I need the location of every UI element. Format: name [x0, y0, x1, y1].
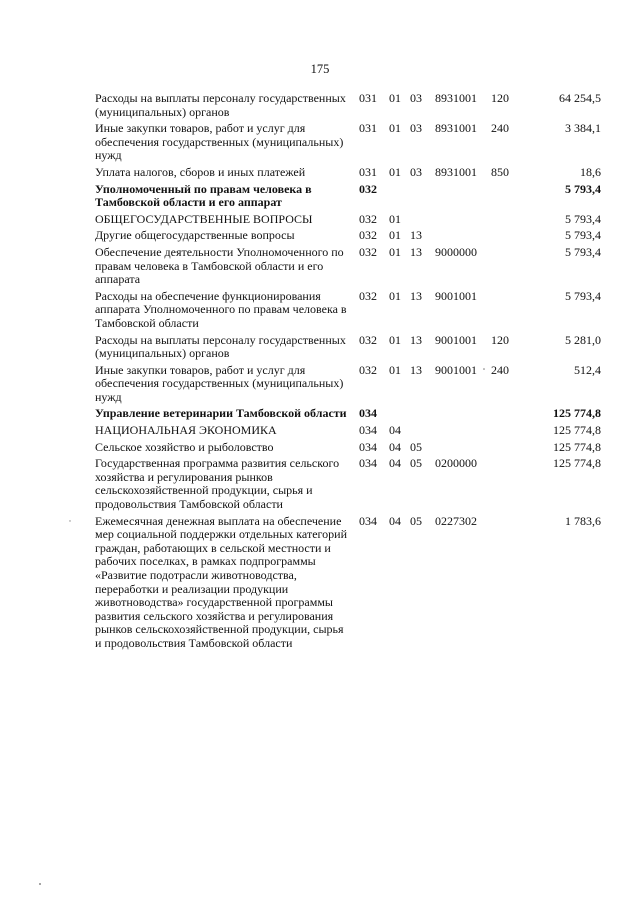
- amount-cell: 512,4: [574, 362, 601, 377]
- target-article-cell: 9001001: [435, 288, 477, 303]
- code-cell: 032: [359, 228, 377, 243]
- amount-cell: 5 793,4: [565, 288, 601, 303]
- section-cell: 04: [389, 513, 401, 528]
- code-cell: 034: [359, 513, 377, 528]
- code-cell: 032: [359, 181, 377, 196]
- section-cell: 01: [389, 244, 401, 259]
- subsection-cell: 13: [410, 332, 422, 347]
- expense-type-cell: 120: [491, 332, 509, 347]
- code-cell: 032: [359, 362, 377, 377]
- amount-cell: 125 774,8: [553, 423, 601, 438]
- item-name: Расходы на выплаты персоналу государственных (муниципальных) органов: [95, 91, 346, 119]
- code-cell: 031: [359, 121, 377, 136]
- item-name: Расходы на обеспечение функционирования аппарата Уполномоченного по правам человека в Тамбовской области: [95, 288, 347, 330]
- amount-cell: 5 281,0: [565, 332, 601, 347]
- subsection-cell: 05: [410, 439, 422, 454]
- scan-speck: [483, 368, 485, 370]
- section-cell: 01: [389, 121, 401, 136]
- section-cell: 01: [389, 211, 401, 226]
- subsection-cell: 03: [410, 164, 422, 179]
- amount-cell: 125 774,8: [553, 439, 601, 454]
- target-article-cell: 0227302: [435, 513, 477, 528]
- subsection-cell: 05: [410, 513, 422, 528]
- item-name: Обеспечение деятельности Уполномоченного по правам человека в Тамбовской области и его аппарата: [95, 244, 344, 287]
- target-article-cell: 9001001: [435, 362, 477, 377]
- amount-cell: 64 254,5: [559, 91, 601, 105]
- code-cell: 034: [359, 439, 377, 454]
- code-cell: 031: [359, 164, 377, 179]
- subsection-cell: 05: [410, 456, 422, 471]
- code-cell: 032: [359, 288, 377, 303]
- item-name: Иные закупки товаров, работ и услуг для обеспечения государственных (муниципальных) нужд: [95, 362, 344, 404]
- amount-cell: 18,6: [580, 164, 601, 179]
- amount-cell: 125 774,8: [553, 406, 601, 421]
- section-cell: 01: [389, 164, 401, 179]
- page-number: 175: [310, 62, 330, 76]
- code-cell: 032: [359, 244, 377, 259]
- item-name: Расходы на выплаты персоналу государственных (муниципальных) органов: [95, 332, 346, 361]
- item-name: Уплата налогов, сборов и иных платежей: [95, 164, 306, 179]
- section-cell: 01: [389, 362, 401, 377]
- item-name: Уполномоченный по правам человека в Тамбовской области и его аппарат: [95, 181, 312, 210]
- expense-type-cell: 120: [491, 91, 509, 105]
- subsection-cell: 03: [410, 121, 422, 136]
- item-name: Управление ветеринарии Тамбовской области: [95, 406, 347, 421]
- scan-speck: [39, 883, 41, 885]
- code-cell: 034: [359, 423, 377, 438]
- section-cell: 01: [389, 228, 401, 243]
- expense-type-cell: 240: [491, 121, 509, 136]
- item-name: НАЦИОНАЛЬНАЯ ЭКОНОМИКА: [95, 423, 277, 438]
- subsection-cell: 03: [410, 91, 422, 105]
- amount-cell: 5 793,4: [565, 244, 601, 259]
- subsection-cell: 13: [410, 362, 422, 377]
- subsection-cell: 13: [410, 288, 422, 303]
- item-name: Ежемесячная денежная выплата на обеспечение мер социальной поддержки отдельных категорий граждан, работающих в сельской местности и рабочих поселках, в рамках подпрограммы «Развитие подотрасли животноводства, переработки и реализации продукции животноводства» государственной программы развития сельского хозяйства и регулирования рынков сельскохозяйственной продукции, сырья и продовольствия Тамбовской области: [95, 513, 347, 650]
- subsection-cell: 13: [410, 244, 422, 259]
- subsection-cell: 13: [410, 228, 422, 243]
- section-cell: 04: [389, 439, 401, 454]
- expense-type-cell: 240: [491, 362, 509, 377]
- target-article-cell: 8931001: [435, 121, 477, 136]
- section-cell: 04: [389, 456, 401, 471]
- item-name: Другие общегосударственные вопросы: [95, 228, 295, 243]
- section-cell: 01: [389, 332, 401, 347]
- code-cell: 032: [359, 211, 377, 226]
- amount-cell: 3 384,1: [565, 121, 601, 136]
- amount-cell: 125 774,8: [553, 456, 601, 471]
- item-name: ОБЩЕГОСУДАРСТВЕННЫЕ ВОПРОСЫ: [95, 211, 313, 226]
- scan-speck: [69, 520, 70, 521]
- section-cell: 04: [389, 423, 401, 438]
- item-name: Иные закупки товаров, работ и услуг для обеспечения государственных (муниципальных) нужд: [95, 121, 344, 163]
- item-name: Государственная программа развития сельского хозяйства и регулирования рынков сельскохозяйственной продукции, сырья и продовольствия Тамбовской области: [95, 456, 340, 512]
- section-cell: 01: [389, 91, 401, 105]
- amount-cell: 5 793,4: [565, 211, 601, 226]
- section-cell: 01: [389, 288, 401, 303]
- target-article-cell: 8931001: [435, 164, 477, 179]
- code-cell: 034: [359, 406, 377, 421]
- amount-cell: 5 793,4: [565, 228, 601, 243]
- target-article-cell: 9001001: [435, 332, 477, 347]
- code-cell: 031: [359, 91, 377, 105]
- item-name: Сельское хозяйство и рыболовство: [95, 439, 274, 454]
- code-cell: 034: [359, 456, 377, 471]
- target-article-cell: 0200000: [435, 456, 477, 471]
- code-cell: 032: [359, 332, 377, 347]
- target-article-cell: 9000000: [435, 244, 477, 259]
- amount-cell: 1 783,6: [565, 513, 601, 528]
- amount-cell: 5 793,4: [565, 181, 601, 196]
- expense-type-cell: 850: [491, 164, 509, 179]
- target-article-cell: 8931001: [435, 91, 477, 105]
